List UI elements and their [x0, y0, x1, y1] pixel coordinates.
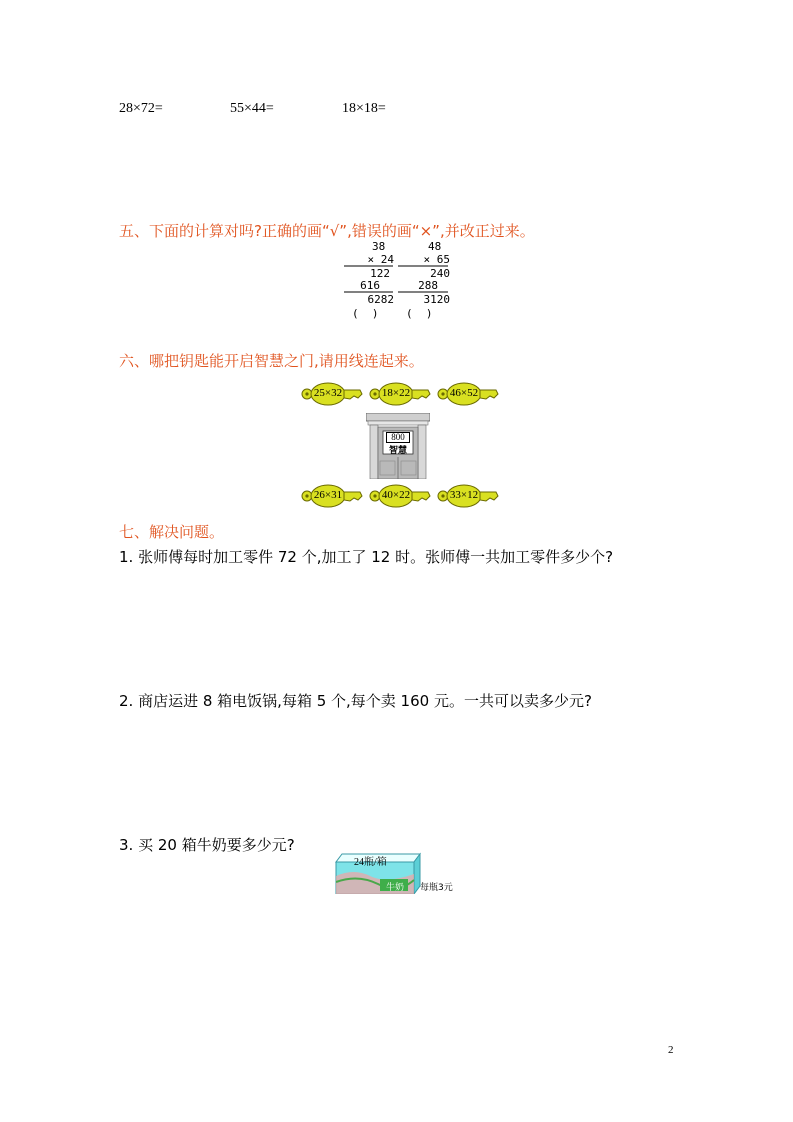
right-multiplier: × 65 [423, 253, 450, 266]
top-key-row [300, 382, 500, 406]
problem-text: 买 20 箱牛奶要多少元? [138, 836, 295, 854]
calc-item-2: 55×44= [230, 101, 274, 116]
key-label: 46×52 [449, 387, 479, 399]
problem-text: 商店运进 8 箱电饭锅,每箱 5 个,每个卖 160 元。一共可以卖多少元? [138, 692, 592, 710]
bottom-key-row [300, 484, 500, 508]
section7-title: 七、解决问题。 [119, 523, 225, 541]
key-label: 25×32 [313, 387, 343, 399]
key-label: 18×22 [381, 387, 411, 399]
door-text: 智慧 [388, 446, 407, 456]
key-label: 40×22 [381, 489, 411, 501]
box-front-label: 牛奶 [385, 883, 404, 893]
right-result: 3120 [423, 293, 450, 306]
left-multiplier: × 24 [367, 253, 394, 266]
wisdom-door [366, 413, 430, 479]
door-number: 800 [386, 432, 410, 443]
right-answer-paren: ( ) [406, 307, 433, 320]
problem-number: 3. [119, 836, 134, 854]
right-multiplicand: 48 [428, 240, 442, 253]
left-partial-1: 122 [370, 267, 390, 280]
page-number: 2 [668, 1044, 674, 1056]
calc-item-1: 28×72= [119, 101, 163, 116]
problem-number: 2. [119, 692, 134, 710]
key-label: 33×12 [449, 489, 479, 501]
problem-3 [119, 834, 295, 855]
price-label: 每瓶3元 [420, 883, 453, 893]
left-answer-paren: ( ) [352, 307, 379, 320]
calc-item-3: 18×18= [342, 101, 386, 116]
section6-title: 六、哪把钥匙能开启智慧之门,请用线连起来。 [119, 352, 424, 370]
vertical-multiplication [340, 240, 452, 324]
left-multiplicand: 38 [372, 240, 386, 253]
milk-box [334, 852, 474, 894]
right-partial-2: 288 [418, 279, 438, 292]
problem-1 [119, 546, 613, 567]
box-top-label: 24瓶/箱 [354, 857, 387, 868]
right-partial-1: 240 [430, 267, 450, 280]
left-result: 6282 [367, 293, 394, 306]
key-label: 26×31 [313, 489, 343, 501]
section5-title: 五、下面的计算对吗?正确的画“√”,错误的画“×”,并改正过来。 [119, 222, 535, 240]
problem-number: 1. [119, 548, 134, 566]
problem-text: 张师傅每时加工零件 72 个,加工了 12 时。张师傅一共加工零件多少个? [138, 548, 614, 566]
problem-2 [119, 690, 592, 711]
left-partial-2: 616 [360, 279, 380, 292]
